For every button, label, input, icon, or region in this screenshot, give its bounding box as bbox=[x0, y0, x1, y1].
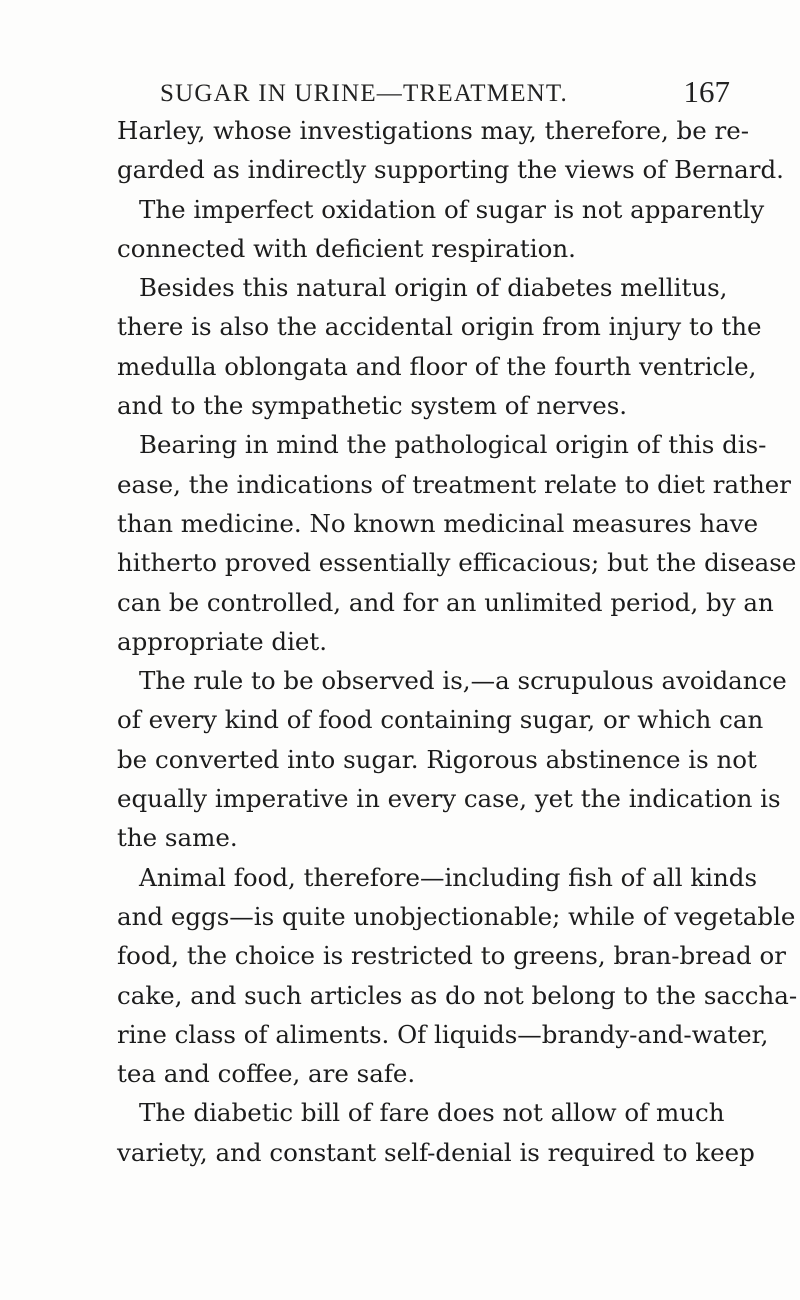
text-line: food, the choice is restricted to greens, bran-bread or bbox=[117, 941, 786, 971]
running-title: SUGAR IN URINE—TREATMENT. bbox=[160, 80, 568, 107]
text-line: equally imperative in every case, yet the indication is bbox=[117, 784, 781, 814]
text-line: Besides this natural origin of diabetes mellitus, bbox=[139, 273, 728, 303]
running-head bbox=[160, 74, 730, 114]
text-line: of every kind of food containing sugar, or which can bbox=[117, 705, 764, 735]
text-line: ease, the indications of treatment relate to diet rather bbox=[117, 469, 791, 499]
text-line: The rule to be observed is,—a scrupulous avoidance bbox=[139, 666, 787, 696]
text-line: and to the sympathetic system of nerves. bbox=[117, 391, 628, 421]
text-line: The imperfect oxidation of sugar is not apparently bbox=[139, 194, 765, 224]
text-line: the same. bbox=[117, 823, 238, 853]
text-line: connected with deficient respiration. bbox=[117, 233, 576, 263]
text-line: medulla oblongata and floor of the fourth ventricle, bbox=[117, 351, 757, 381]
text-line: than medicine. No known medicinal measures have bbox=[117, 508, 759, 538]
text-line: hitherto proved essentially efficacious; but the disease bbox=[117, 548, 797, 578]
text-line: can be controlled, and for an unlimited period, by an bbox=[117, 587, 774, 617]
page-number: 167 bbox=[683, 74, 730, 109]
text-line: cake, and such articles as do not belong to the saccha- bbox=[117, 980, 798, 1010]
text-line: Harley, whose investigations may, therefore, be re- bbox=[117, 116, 750, 145]
text-line: Animal food, therefore—including fish of all kinds bbox=[139, 862, 758, 892]
text-line: tea and coffee, are safe. bbox=[117, 1059, 416, 1089]
text-line: and eggs—is quite unobjectionable; while of vegetable bbox=[117, 901, 796, 931]
text-line: rine class of aliments. Of liquids—brandy-and-water, bbox=[117, 1019, 769, 1049]
text-line: The diabetic bill of fare does not allow of much bbox=[139, 1098, 725, 1128]
text-line: appropriate diet. bbox=[117, 626, 328, 656]
text-line: Bearing in mind the pathological origin of this dis- bbox=[139, 430, 767, 460]
text-line: there is also the accidental origin from injury to the bbox=[117, 312, 762, 342]
body-text bbox=[117, 111, 798, 1172]
text-line: be converted into sugar. Rigorous abstinence is not bbox=[117, 744, 757, 774]
text-line: garded as indirectly supporting the views of Bernard. bbox=[117, 155, 784, 185]
text-line: variety, and constant self-denial is required to keep bbox=[117, 1137, 755, 1167]
